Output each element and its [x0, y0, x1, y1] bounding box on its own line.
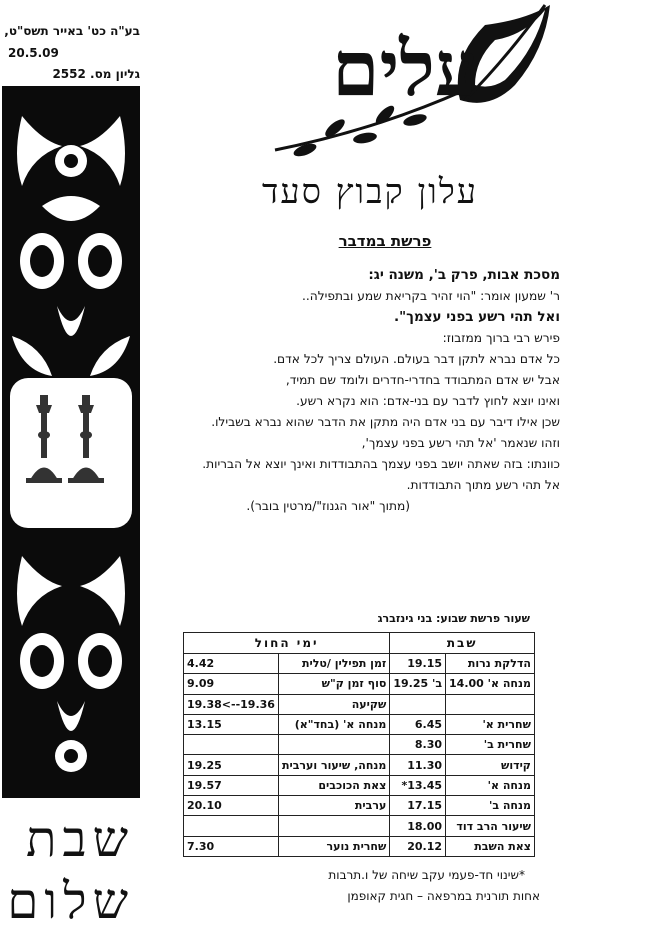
table-row — [184, 796, 535, 816]
weekday-time: 20.10 — [184, 796, 279, 816]
shalom-word: שלום — [7, 872, 134, 930]
shabbat-time: 18.00 — [390, 816, 446, 836]
shabbat-time: 6.45 — [390, 714, 446, 734]
weekday-label: ערבית — [278, 796, 389, 816]
weekday-label: שחרית נוער — [278, 836, 389, 856]
shabbat-label: מנחה ב' — [446, 796, 535, 816]
footnote: *שינוי חד-פעמי עקב שיחה של ו.תרבות — [328, 868, 525, 882]
shabbat-label: קידוש — [446, 755, 535, 775]
weekday-label: מנחה, שיעור וערבית — [278, 755, 389, 775]
article-source: (מתוך "אור הגנוז"/מרטין בובר). — [246, 499, 410, 513]
table-row — [184, 654, 535, 674]
table-header-row — [184, 633, 535, 654]
weekday-time: 19.38<--19.36 — [184, 694, 279, 714]
header-shabbat: שבת — [390, 633, 535, 654]
article-line: כל אדם נברא לתקן דבר בעולם. העולם צריך לכל אדם. — [273, 352, 560, 366]
logo-subtitle: עלון קבוץ סעד — [261, 172, 479, 212]
table-row — [184, 775, 535, 795]
shabbat-time: 17.15 — [390, 796, 446, 816]
weekday-time — [184, 816, 279, 836]
weekday-label: סוף זמן ק"ש — [278, 674, 389, 694]
shabbat-shalom — [2, 810, 140, 945]
schedule-table — [183, 632, 535, 857]
table-row — [184, 694, 535, 714]
shabbat-time: 8.30 — [390, 735, 446, 755]
table-row — [184, 816, 535, 836]
footer-nurse: אחות תורנית במרפאה – חגית קאופמן — [347, 889, 540, 903]
table-row — [184, 735, 535, 755]
weekday-label — [278, 735, 389, 755]
issue-number: גליון מס. 2552 — [52, 67, 140, 81]
article-line: ר' שמעון אומר: "הוי זהיר בקריאת שמע ובתפילה.. — [301, 289, 560, 303]
shabbat-word: שבת — [26, 810, 134, 868]
weekday-time: 4.42 — [184, 654, 279, 674]
article-line: פירש רבי ברוך ממזבוז: — [442, 331, 560, 345]
table-row — [184, 714, 535, 734]
weekday-label — [278, 816, 389, 836]
shabbat-time: 11.30 — [390, 755, 446, 775]
weekday-label: צאת הכוכבים — [278, 775, 389, 795]
table-row — [184, 674, 535, 694]
shabbat-label: מנחה א' 14.00 — [446, 674, 535, 694]
shabbat-time: ב' 19.25 — [390, 674, 446, 694]
article-line: וזהו שנאמר 'אל תהי רשע בפני עצמך', — [361, 436, 560, 450]
article-text — [160, 265, 560, 517]
candlesticks-image — [20, 390, 115, 490]
shabbat-label: שיעור הרב דוד — [446, 816, 535, 836]
shabbat-label: מנחה א' — [446, 775, 535, 795]
shabbat-label: שחרית א' — [446, 714, 535, 734]
article-line: ואינו יוצא לחוץ לדבר עם בני-אדם: הוא נקרא רשע. — [296, 394, 560, 408]
weekday-time: 13.15 — [184, 714, 279, 734]
shabbat-label — [446, 694, 535, 714]
article-line: אל תהי רשע מתוך התבודדות. — [406, 478, 560, 492]
article-line: ואל תהי רשע בפני עצמך". — [394, 309, 560, 325]
table-row — [184, 755, 535, 775]
article-line: שכן אילו דיבר עם בני אדם היה מתקן את הדבר שהוא נברא בשבילו. — [211, 415, 560, 429]
shabbat-label: צאת השבת — [446, 836, 535, 856]
header-weekdays: ימי החול — [184, 633, 390, 654]
shiur-title: שעור פרשת שבוע: בני גינזברג — [377, 612, 530, 625]
parasha-title: פרשת במדבר — [338, 232, 432, 250]
article-line: כוונתו: בזה שאתה יושב בפני עצמך בהתבודדות ואינך יוצא אל הבריות. — [202, 457, 560, 471]
shabbat-time: 20.12 — [390, 836, 446, 856]
weekday-label: מנחה א' (בחד"א) — [278, 714, 389, 734]
shabbat-time — [390, 694, 446, 714]
article-heading: מסכת אבות, פרק ב', משנה יג: — [368, 267, 560, 283]
shabbat-label: הדלקת נרות — [446, 654, 535, 674]
shabbat-time: 19.15 — [390, 654, 446, 674]
shabbat-label: שחרית ב' — [446, 735, 535, 755]
weekday-time: 9.09 — [184, 674, 279, 694]
shabbat-time: 13.45* — [390, 775, 446, 795]
table-row — [184, 836, 535, 856]
weekday-time: 19.25 — [184, 755, 279, 775]
article-line: אבל יש אדם המתבודד בחדרי-חדרים ולומד שם תמיד, — [285, 373, 560, 387]
weekday-time: 19.57 — [184, 775, 279, 795]
weekday-time — [184, 735, 279, 755]
logo-art — [255, 0, 560, 170]
weekday-time: 7.30 — [184, 836, 279, 856]
weekday-label: שקיעה — [278, 694, 389, 714]
weekday-label: זמן תפילין /טלית — [278, 654, 389, 674]
date-gregorian: 20.5.09 — [8, 46, 59, 60]
logo-title: עלים — [332, 24, 478, 113]
date-hebrew: בע"ה כט' באייר תשס"ט, — [4, 24, 140, 38]
